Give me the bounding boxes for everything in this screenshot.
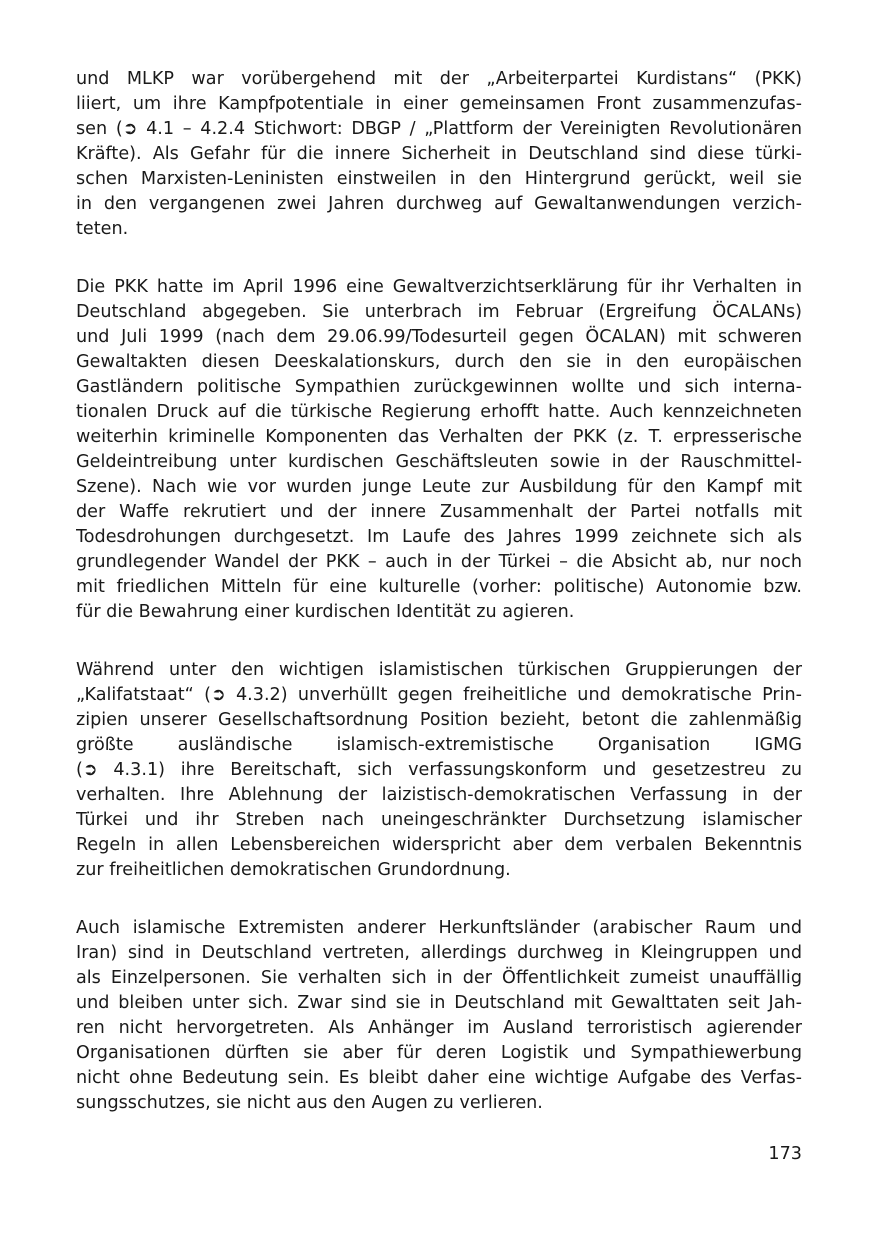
text-line: Organisationen dürften sie aber für deren Logistik und Sympathiewerbung	[76, 1043, 802, 1063]
text-line: Türkei und ihr Streben nach uneingeschränkter Durchsetzung islamischer	[76, 810, 802, 830]
text-line: sungsschutzes, sie nicht aus den Augen zu verlieren.	[76, 1093, 543, 1113]
text-line: verhalten. Ihre Ablehnung der laizistisch-demokratischen Verfassung in der	[76, 785, 802, 805]
text-line: schen Marxisten-Leninisten einstweilen in den Hintergrund gerückt, weil sie	[76, 169, 802, 189]
text-line: mit friedlichen Mitteln für eine kulturelle (vorher: politische) Autonomie bzw.	[76, 577, 802, 597]
text-line: tionalen Druck auf die türkische Regierung erhofft hatte. Auch kennzeichneten	[76, 402, 802, 422]
text-line: Auch islamische Extremisten anderer Herkunftsländer (arabischer Raum und	[76, 918, 802, 938]
paragraph-gap	[76, 242, 802, 275]
body-text	[76, 67, 802, 1116]
text-line: zur freiheitlichen demokratischen Grundordnung.	[76, 860, 511, 880]
text-line: Todesdrohungen durchgesetzt. Im Laufe des Jahres 1999 zeichnete sich als	[76, 527, 802, 547]
text-line: grundlegender Wandel der PKK – auch in der Türkei – die Absicht ab, nur noch	[76, 552, 802, 572]
text-line: Iran) sind in Deutschland vertreten, allerdings durchweg in Kleingruppen und	[76, 943, 802, 963]
text-line: teten.	[76, 219, 129, 239]
text-line: ren nicht hervorgetreten. Als Anhänger im Ausland terroristisch agierender	[76, 1018, 802, 1038]
text-line: größte ausländische islamisch-extremistische Organisation IGMG	[76, 735, 802, 755]
text-line: Die PKK hatte im April 1996 eine Gewaltverzichtserklärung für ihr Verhalten in	[76, 277, 802, 297]
paragraph-2	[76, 275, 802, 625]
text-line: und bleiben unter sich. Zwar sind sie in Deutschland mit Gewalttaten seit Jah-	[76, 993, 802, 1013]
text-line: Gastländern politische Sympathien zurückgewinnen wollte und sich interna-	[76, 377, 802, 397]
paragraph-gap	[76, 883, 802, 916]
text-line: Gewaltakten diesen Deeskalationskurs, durch den sie in den europäischen	[76, 352, 802, 372]
text-line: Kräfte). Als Gefahr für die innere Sicherheit in Deutschland sind diese türki-	[76, 144, 802, 164]
text-line: weiterhin kriminelle Komponenten das Verhalten der PKK (z. T. erpresserische	[76, 427, 802, 447]
text-line: nicht ohne Bedeutung sein. Es bleibt daher eine wichtige Aufgabe des Verfas-	[76, 1068, 802, 1088]
text-line: (➲ 4.3.1) ihre Bereitschaft, sich verfassungskonform und gesetzestreu zu	[76, 760, 802, 780]
paragraph-3	[76, 658, 802, 883]
text-line: Regeln in allen Lebensbereichen widerspricht aber dem verbalen Bekenntnis	[76, 835, 802, 855]
paragraph-4	[76, 916, 802, 1116]
text-line: und Juli 1999 (nach dem 29.06.99/Todesurteil gegen ÖCALAN) mit schweren	[76, 327, 802, 347]
text-line: zipien unserer Gesellschaftsordnung Position bezieht, betont die zahlenmäßig	[76, 710, 802, 730]
paragraph-gap	[76, 625, 802, 658]
text-line: in den vergangenen zwei Jahren durchweg auf Gewaltanwendungen verzich-	[76, 194, 802, 214]
text-line: „Kalifatstaat“ (➲ 4.3.2) unverhüllt gegen freiheitliche und demokratische Prin-	[76, 685, 802, 705]
text-line: liiert, um ihre Kampfpotentiale in einer gemeinsamen Front zusammenzufas-	[76, 94, 802, 114]
text-line: der Waffe rekrutiert und der innere Zusammenhalt der Partei notfalls mit	[76, 502, 802, 522]
text-line: Während unter den wichtigen islamistischen türkischen Gruppierungen der	[76, 660, 802, 680]
text-line: Szene). Nach wie vor wurden junge Leute zur Ausbildung für den Kampf mit	[76, 477, 802, 497]
text-line: für die Bewahrung einer kurdischen Identität zu agieren.	[76, 602, 575, 622]
text-line: Deutschland abgegeben. Sie unterbrach im Februar (Ergreifung ÖCALANs)	[76, 302, 802, 322]
paragraph-1	[76, 67, 802, 242]
text-line: Geldeintreibung unter kurdischen Geschäftsleuten sowie in der Rauschmittel-	[76, 452, 802, 472]
text-line: als Einzelpersonen. Sie verhalten sich in der Öffentlichkeit zumeist unauffällig	[76, 968, 802, 988]
page-number: 173	[768, 1144, 802, 1164]
text-line: sen (➲ 4.1 – 4.2.4 Stichwort: DBGP / „Plattform der Vereinigten Revolutionären	[76, 119, 802, 139]
text-line: und MLKP war vorübergehend mit der „Arbeiterpartei Kurdistans“ (PKK)	[76, 69, 802, 89]
